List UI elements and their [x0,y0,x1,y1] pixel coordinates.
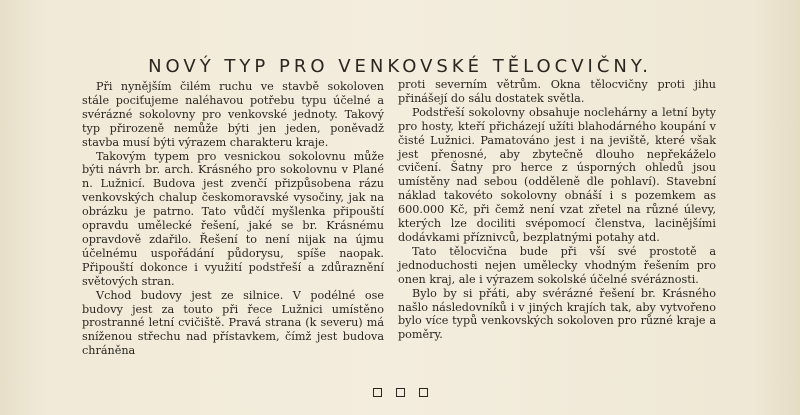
paragraph: proti severním větrům. Okna tělocvičny proti jihu přinášejí do sálu dostatek světla. [398,78,716,105]
left-column [82,80,384,358]
right-column [398,78,716,342]
paragraph: Tato tělocvična bude při vší své prostotě a jednoduchosti nejen umělecky vhodným řešením pro onen kraj, ale i výrazem sokolské účelné svéráznosti. [398,244,716,286]
square-ornament-icon [419,388,428,397]
paragraph: Vchod budovy jest ze silnice. V podélné ose budovy jest za touto při řece Lužnici umístěno prostranné letní cvičiště. Pravá strana (k severu) má sníženou střechu nad přístavkem, čímž jest budova chráněna [82,288,384,358]
square-ornament-icon [373,388,382,397]
square-ornament-icon [396,388,405,397]
article-title: NOVÝ TYP PRO VENKOVSKÉ TĚLOCVIČNY. [148,56,652,78]
paragraph: Bylo by si přáti, aby svérázné řešení br. Krásného našlo následovníků i v jiných krajích tak, aby vytvořeno bylo více typů venkovských sokoloven pro různé kraje a poměry. [398,286,716,342]
ornament-squares [0,388,800,397]
paragraph: Takovým typem pro vesnickou sokolovnu může býti návrh br. arch. Krásného pro sokolovnu v Plané n. Lužnicí. Budova jest zvenčí přizpůsobena rázu venkovských chalup českomoravské vysočiny, jak na obrázku je patrno. Tato vůdčí myšlenka připouští opravdu umělecké řešení, jaké se br. Krásnému opravdově zdařilo. Řešení to není nijak na újmu účelnému uspořádání půdorysu, spíše naopak. Připouští dokonce i využití podstřeší a zdůraznění světových stran. [82,149,384,288]
paragraph: Při nynějším čilém ruchu ve stavbě sokoloven stále pociťujeme naléhavou potřebu typu účelné a svérázné sokolovny pro venkovské jednoty. Takový typ přirozeně nemůže býti jen jeden, poněvadž stavba musí býti výrazem charakteru kraje. [82,80,384,149]
paragraph: Podstřeší sokolovny obsahuje noclehárny a letní byty pro hosty, kteří přicházejí užíti blahodárného koupání v čisté Lužnici. Pamatováno jest i na jeviště, které však jest přenosné, aby zbytečně dlouho nepřekáželo cvičení. Šatny pro herce z úsporných ohledů jsou umístěny nad sebou (odděleně dle pohlaví). Stavební náklad takovéto sokolovny obnáší i s pozemkem as 600.000 Kč, při čemž není vzat zřetel na různé úlevy, kterých lze dociliti svépomocí členstva, lacinějšími dodávkami příznivců, bezplatnými potahy atd. [398,105,716,244]
